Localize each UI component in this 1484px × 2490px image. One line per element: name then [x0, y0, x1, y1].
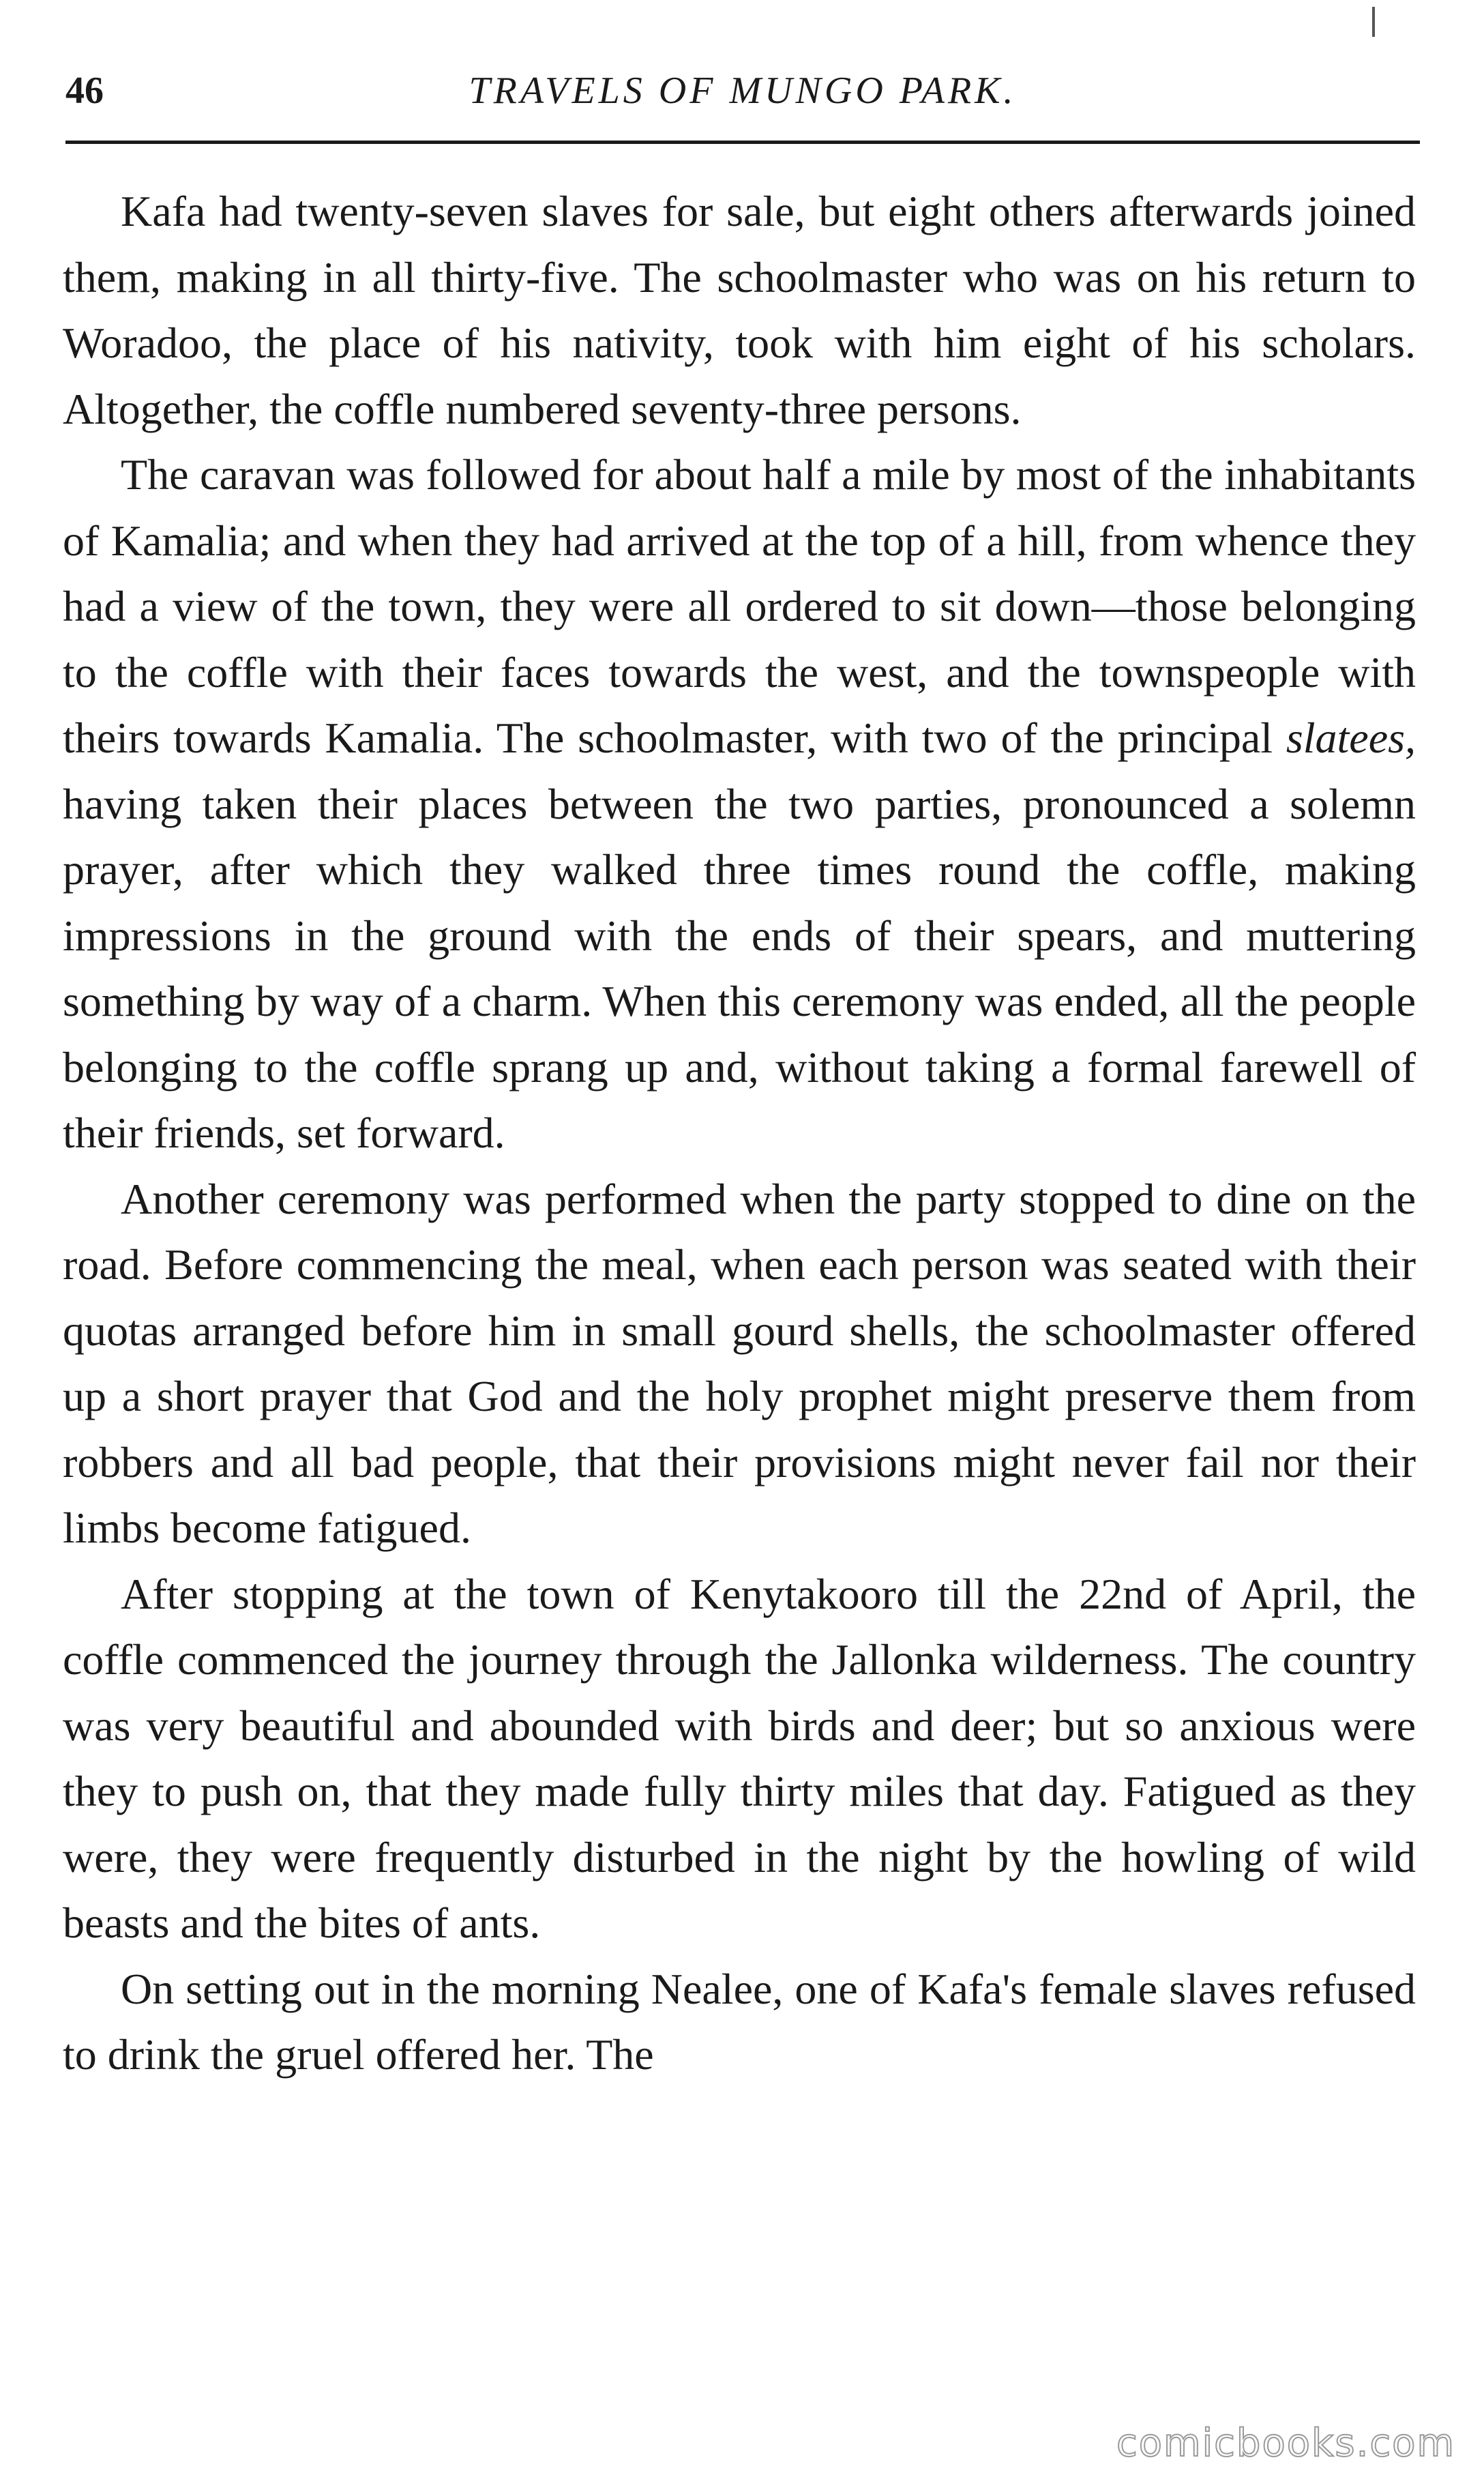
page-header — [65, 67, 1420, 115]
paragraph-1: Kafa had twenty-seven slaves for sale, but eight others afterwards joined them, making in all thirty-five. The schoolmaster who was on his return to Woradoo, the place of his nativity, took with him eight of his scholars. Altogether, the coffle numbered seventy-three persons. — [63, 187, 1416, 433]
paragraph-3: Another ceremony was performed when the party stopped to dine on the road. Before commencing the meal, when each person was seated with their quotas arranged before him in small gourd shells, the schoolmaster offered up a short prayer that God and the holy prophet might preserve them from robbers and all bad people, that their provisions might never fail nor their limbs become fatigued. — [63, 1174, 1416, 1552]
header-rule — [65, 141, 1420, 144]
stray-ink-mark — [1372, 7, 1375, 37]
running-head: TRAVELS OF MUNGO PARK. — [469, 70, 1017, 112]
paragraph-5: On setting out in the morning Nealee, one of Kafa's female slaves refused to drink the gruel offered her. The — [63, 1964, 1416, 2079]
paragraph-2: The caravan was followed for about half a mile by most of the inhabitants of Kamalia; and when they had arrived at the top of a hill, from whence they had a view of the town, they were all ordered to sit down—those belonging to the coffle with their faces towards the west, and the townspeople with theirs towards Kamalia. The schoolmaster, with two of the principal slatees, having taken their places between the two parties, pronounced a solemn prayer, after which they walked three times round the coffle, making impressions in the ground with the ends of their spears, and muttering something by way of a charm. When this ceremony was ended, all the people belonging to the coffle sprang up and, without taking a formal farewell of their friends, set forward. — [63, 450, 1416, 1157]
page-number: 46 — [65, 70, 104, 112]
body-text — [63, 179, 1416, 2088]
italic-term: slatees, — [1286, 714, 1416, 762]
watermark: comicbooks.com — [1116, 2421, 1455, 2465]
paragraph-4: After stopping at the town of Kenytakooro till the 22nd of April, the coffle commenced the journey through the Jallonka wilderness. The country was very beautiful and abounded with birds and deer; but so anxious were they to push on, that they made fully thirty miles that day. Fatigued as they were, they were frequently disturbed in the night by the howling of wild beasts and the bites of ants. — [63, 1569, 1416, 1947]
